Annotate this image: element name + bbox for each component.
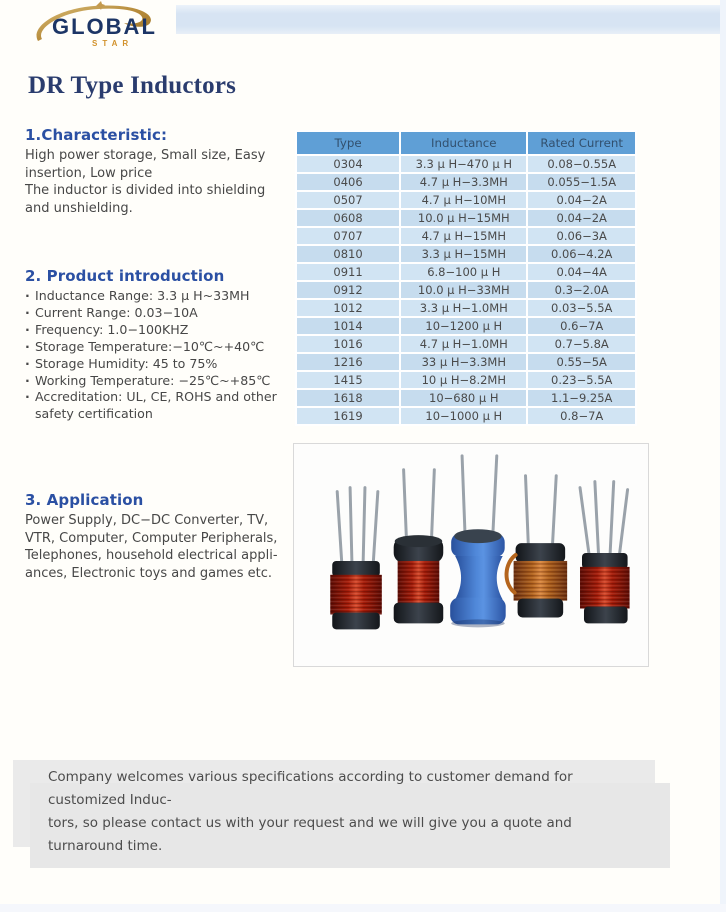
cell-inductance: 4.7 μ H−15MH xyxy=(401,228,526,244)
characteristic-text xyxy=(25,147,293,217)
table-row xyxy=(297,228,635,244)
cell-type: 1014 xyxy=(297,318,399,334)
top-decor-band xyxy=(176,5,726,34)
cell-type: 0608 xyxy=(297,210,399,226)
table-row xyxy=(297,390,635,406)
table-row xyxy=(297,156,635,172)
cell-type: 0304 xyxy=(297,156,399,172)
spec-table xyxy=(295,130,637,426)
cell-inductance: 10−1200 μ H xyxy=(401,318,526,334)
cell-inductance: 10−1000 μ H xyxy=(401,408,526,424)
cell-rated-current: 0.06−4.2A xyxy=(528,246,635,262)
inductor-copper xyxy=(507,476,568,618)
inductor-4lead-right xyxy=(580,482,630,624)
cell-type: 1619 xyxy=(297,408,399,424)
cell-inductance: 4.7 μ H−3.3MH xyxy=(401,174,526,190)
text-line: High power storage, Small size, Easy xyxy=(25,148,266,163)
table-row xyxy=(297,210,635,226)
text-line: Power Supply, DC−DC Converter, TV, xyxy=(25,513,269,528)
inductor-black-red xyxy=(394,470,444,624)
text-line: ances, Electronic toys and games etc. xyxy=(25,565,272,581)
cell-type: 0911 xyxy=(297,264,399,280)
cell-rated-current: 0.04−2A xyxy=(528,192,635,208)
bullet-item: · Working Temperature: −25℃~+85℃ xyxy=(25,373,293,390)
section-heading: 3. Application xyxy=(25,491,144,509)
bullet-item: · Accreditation: UL, CE, ROHS and other safety certification xyxy=(25,389,293,423)
table-row xyxy=(297,408,635,424)
bullet-item: · Inductance Range: 3.3 μ H~33MH xyxy=(25,288,293,305)
spec-table-header-row xyxy=(297,132,635,154)
right-edge-band xyxy=(720,0,726,912)
bottom-edge-band xyxy=(0,904,726,912)
cell-rated-current: 0.03−5.5A xyxy=(528,300,635,316)
cell-inductance: 4.7 μ H−10MH xyxy=(401,192,526,208)
text-line: The inductor is divided into shielding xyxy=(25,183,266,198)
cell-inductance: 3.3 μ H−1.0MH xyxy=(401,300,526,316)
table-row xyxy=(297,336,635,352)
table-row xyxy=(297,300,635,316)
global-star-logo xyxy=(28,1,168,57)
table-row xyxy=(297,282,635,298)
logo-brand-text: GLOBAL xyxy=(52,14,157,39)
cell-rated-current: 0.6−7A xyxy=(528,318,635,334)
text-line: and unshielding. xyxy=(25,200,133,216)
table-row xyxy=(297,354,635,370)
text-line: Telephones, household electrical appli- xyxy=(25,548,278,563)
cell-rated-current: 0.055−1.5A xyxy=(528,174,635,190)
cell-type: 1618 xyxy=(297,390,399,406)
note-line: tors, so please contact us with your request and we will give you a quote and turnaround time. xyxy=(48,815,572,854)
table-row xyxy=(297,318,635,334)
footer-note xyxy=(48,766,640,858)
column-header: Inductance xyxy=(401,132,526,154)
cell-inductance: 10−680 μ H xyxy=(401,390,526,406)
cell-rated-current: 0.8−7A xyxy=(528,408,635,424)
bullet-item: · Storage Temperature:−10℃~+40℃ xyxy=(25,339,293,356)
cell-inductance: 10.0 μ H−15MH xyxy=(401,210,526,226)
note-line: Company welcomes various specifications according to customer demand for customized Induc- xyxy=(48,769,573,808)
cell-inductance: 6.8−100 μ H xyxy=(401,264,526,280)
column-header: Rated Current xyxy=(528,132,635,154)
cell-type: 1016 xyxy=(297,336,399,352)
product-photo-frame xyxy=(293,443,649,667)
cell-type: 0507 xyxy=(297,192,399,208)
section-heading: 2. Product introduction xyxy=(25,267,225,285)
cell-rated-current: 0.7−5.8A xyxy=(528,336,635,352)
section-application xyxy=(25,491,293,582)
introduction-bullet-list xyxy=(25,288,293,423)
bullet-item: · Current Range: 0.03−10A xyxy=(25,305,293,322)
column-header: Type xyxy=(297,132,399,154)
cell-type: 1216 xyxy=(297,354,399,370)
cell-rated-current: 0.04−4A xyxy=(528,264,635,280)
cell-type: 0707 xyxy=(297,228,399,244)
inductors-photo xyxy=(294,444,648,666)
cell-rated-current: 0.08−0.55A xyxy=(528,156,635,172)
cell-type: 0810 xyxy=(297,246,399,262)
section-product-introduction xyxy=(25,267,293,423)
table-row xyxy=(297,264,635,280)
cell-type: 1415 xyxy=(297,372,399,388)
cell-inductance: 33 μ H−3.3MH xyxy=(401,354,526,370)
cell-inductance: 3.3 μ H−15MH xyxy=(401,246,526,262)
cell-inductance: 10 μ H−8.2MH xyxy=(401,372,526,388)
cell-rated-current: 0.23−5.5A xyxy=(528,372,635,388)
cell-type: 1012 xyxy=(297,300,399,316)
inductor-blue xyxy=(450,456,506,627)
page-title: DR Type Inductors xyxy=(28,72,237,99)
text-line: VTR, Computer, Computer Peripherals, xyxy=(25,530,278,546)
table-row xyxy=(297,246,635,262)
cell-inductance: 3.3 μ H−470 μ H xyxy=(401,156,526,172)
bullet-item: · Storage Humidity: 45 to 75% xyxy=(25,356,293,373)
application-text xyxy=(25,512,293,582)
logo-sub-text: STAR xyxy=(92,39,134,48)
table-row xyxy=(297,174,635,190)
cell-type: 0912 xyxy=(297,282,399,298)
inductor-4lead-left xyxy=(330,488,382,630)
cell-rated-current: 0.06−3A xyxy=(528,228,635,244)
cell-rated-current: 0.04−2A xyxy=(528,210,635,226)
cell-inductance: 4.7 μ H−1.0MH xyxy=(401,336,526,352)
section-characteristic xyxy=(25,126,293,217)
cell-type: 0406 xyxy=(297,174,399,190)
table-row xyxy=(297,192,635,208)
table-row xyxy=(297,372,635,388)
cell-rated-current: 0.3−2.0A xyxy=(528,282,635,298)
cell-inductance: 10.0 μ H−33MH xyxy=(401,282,526,298)
cell-rated-current: 1.1−9.25A xyxy=(528,390,635,406)
cell-rated-current: 0.55−5A xyxy=(528,354,635,370)
text-line: insertion, Low price xyxy=(25,165,153,181)
bullet-item: · Frequency: 1.0−100KHZ xyxy=(25,322,293,339)
section-heading: 1.Characteristic: xyxy=(25,126,168,144)
